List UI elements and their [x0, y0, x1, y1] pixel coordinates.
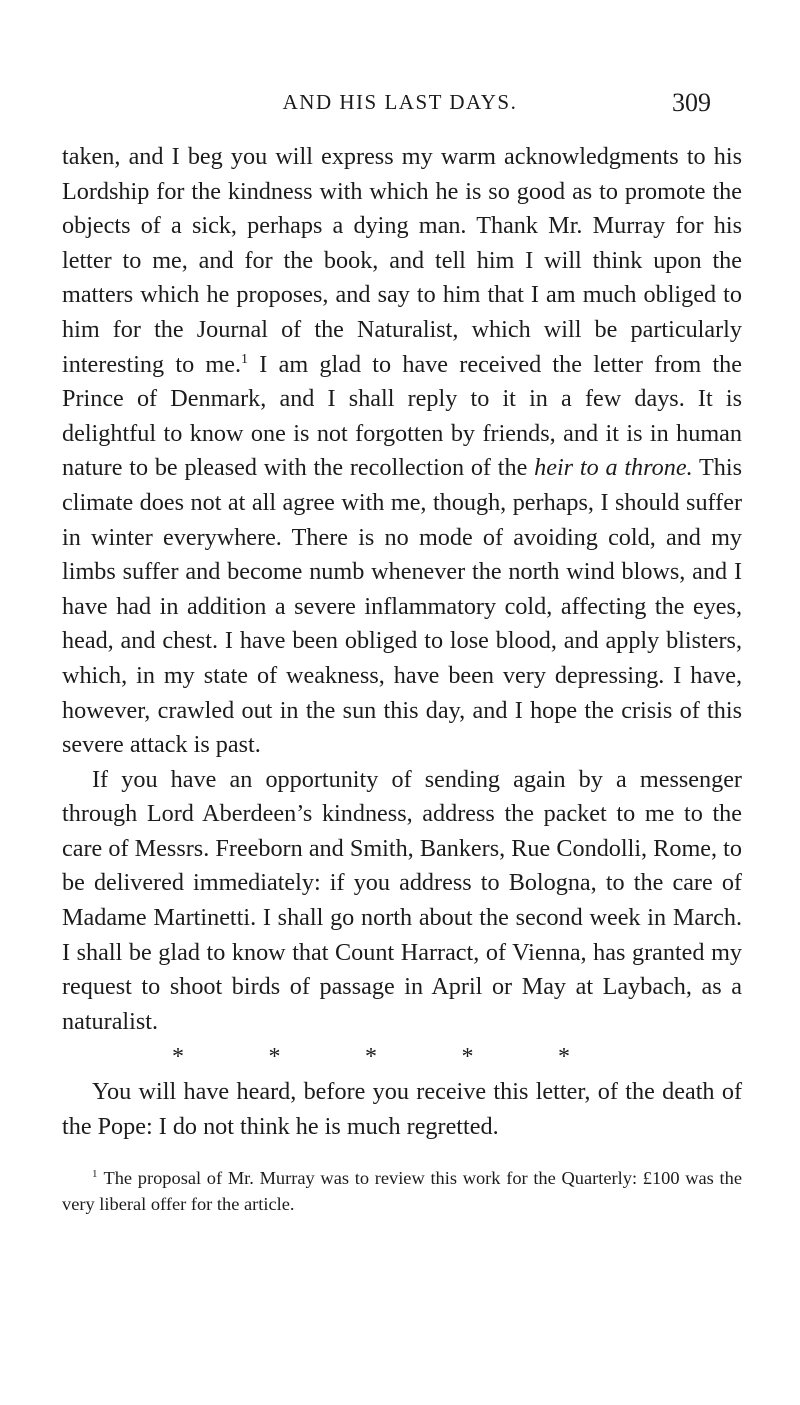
- paragraph-messenger: If you have an opportunity of sending again by a messenger through Lord Aberdeen’s kindness, address the packet to me to the care of Messrs. Freeborn and Smith, Bankers, Rue Condolli, Rome, to be delivered immediately: if you address to Bologna, to the care of Madame Martinetti. I shall go north about the second week in March. I shall be glad to know that Count Harract, of Vienna, has granted my request to shoot birds of passage in April or May at Laybach, as a naturalist.: [62, 765, 742, 1035]
- footnote-text: The proposal of Mr. Murray was to review this work for the Quarterly: £100 was the very liberal offer for the article.: [62, 1167, 742, 1214]
- asterisk: *: [558, 1044, 570, 1071]
- paragraph-text: This climate does not at all agree with me, though, perhaps, I should suffer in winter everywhere. There is no mode of avoiding cold, and my limbs suffer and become numb whenever the north wind blows, and I have had in addition a severe inflammatory cold, affecting the eyes, head, and chest. I have been obliged to lose blood, and apply blisters, which, in my state of weakness, have been very depressing. I have, however, crawled out in the sun this day, and I hope the crisis of this severe attack is past.: [62, 454, 742, 759]
- running-head: [0, 88, 800, 118]
- section-separator: [62, 1039, 742, 1075]
- paragraph-pope: You will have heard, before you receive this letter, of the death of the Pope: I do not think he is much regretted.: [62, 1078, 742, 1141]
- page-number: 309: [672, 88, 711, 117]
- body-text: [62, 140, 742, 1235]
- asterisk: *: [365, 1044, 377, 1071]
- paragraph-text: I am glad to have received the letter from the Prince of Denmark, and I shall reply to it in a few days. It is delightful to know one is not forgotten by friends, and it is in human nature to be pleased with the recollection of the: [62, 350, 742, 482]
- asterisk: *: [461, 1044, 474, 1071]
- asterisk: *: [172, 1044, 184, 1071]
- asterisk: *: [268, 1044, 281, 1071]
- paragraph-letter-opening: [62, 140, 742, 763]
- footnote-reference: 1: [241, 351, 249, 367]
- italic-phrase: heir to a throne.: [534, 454, 693, 482]
- paragraph-text: taken, and I beg you will express my warm acknowledgments to his Lordship for the kindness with which he is so good as to promote the objects of a sick, perhaps a dying man. Thank Mr. Murray for his letter to me, and for the book, and tell him I will think upon the matters which he proposes, and say to him that I am much obliged to him for the Journal of the Naturalist, which will be particularly interesting to me.: [62, 143, 742, 378]
- footnote-marker: 1: [92, 1167, 98, 1180]
- running-title: AND HIS LAST DAYS.: [282, 90, 518, 114]
- footnote: [62, 1165, 742, 1217]
